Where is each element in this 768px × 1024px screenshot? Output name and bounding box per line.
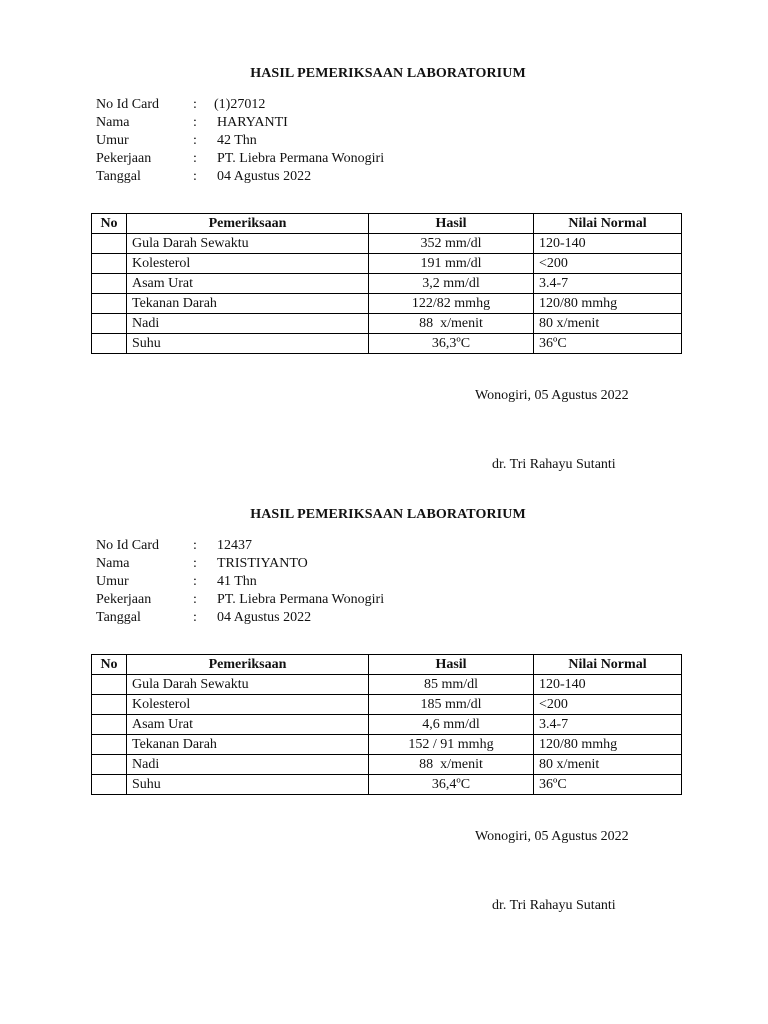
colon: : [193,97,197,112]
cell-hasil: 152 / 91 mmhg [369,735,534,755]
id-card-value: 12437 [217,538,252,553]
cell-pemeriksaan: Nadi [127,755,369,775]
col-header-nilai-normal: Nilai Normal [534,214,682,234]
cell-pemeriksaan: Kolesterol [127,254,369,274]
tanggal-label: Tanggal [96,169,141,184]
nama-label: Nama [96,115,130,130]
cell-pemeriksaan: Kolesterol [127,695,369,715]
cell-no [92,715,127,735]
id-card-label: No Id Card [96,538,159,553]
colon: : [193,151,197,166]
cell-pemeriksaan: Gula Darah Sewaktu [127,234,369,254]
nama-value: TRISTIYANTO [217,556,308,571]
table-row [92,755,682,775]
pekerjaan-label: Pekerjaan [96,151,152,166]
table-row [92,254,682,274]
col-header-hasil: Hasil [369,655,534,675]
umur-value: 41 Thn [217,574,257,589]
colon: : [193,610,197,625]
nama-label: Nama [96,556,130,571]
cell-pemeriksaan: Suhu [127,334,369,354]
cell-nilai-normal: 120/80 mmhg [534,735,682,755]
cell-nilai-normal: 3.4-7 [534,274,682,294]
pekerjaan-value: PT. Liebra Permana Wonogiri [217,592,385,607]
table-row [92,314,682,334]
cell-nilai-normal: 120/80 mmhg [534,294,682,314]
nama-value: HARYANTI [217,115,288,130]
lab-results-table [91,654,682,795]
cell-nilai-normal: 80 x/menit [534,314,682,334]
id-card-label: No Id Card [96,97,159,112]
col-header-no: No [92,214,127,234]
cell-no [92,294,127,314]
cell-hasil: 352 mm/dl [369,234,534,254]
col-header-pemeriksaan: Pemeriksaan [127,655,369,675]
cell-nilai-normal: 120-140 [534,234,682,254]
cell-nilai-normal: <200 [534,254,682,274]
cell-nilai-normal: 3.4-7 [534,715,682,735]
cell-no [92,755,127,775]
colon: : [193,556,197,571]
tanggal-value: 04 Agustus 2022 [217,169,312,184]
colon: : [193,592,197,607]
cell-hasil: 36,3ºC [369,334,534,354]
table-row [92,735,682,755]
place-date: Wonogiri, 05 Agustus 2022 [475,388,629,403]
lab-results-table [91,213,682,354]
table-row [92,274,682,294]
doctor-name: dr. Tri Rahayu Sutanti [492,898,616,913]
cell-nilai-normal: 80 x/menit [534,755,682,775]
place-date: Wonogiri, 05 Agustus 2022 [475,829,629,844]
col-header-pemeriksaan: Pemeriksaan [127,214,369,234]
cell-hasil: 122/82 mmhg [369,294,534,314]
cell-hasil: 191 mm/dl [369,254,534,274]
cell-pemeriksaan: Asam Urat [127,274,369,294]
table-header-row [92,655,682,675]
cell-pemeriksaan: Nadi [127,314,369,334]
tanggal-label: Tanggal [96,610,141,625]
cell-pemeriksaan: Suhu [127,775,369,795]
cell-hasil: 3,2 mm/dl [369,274,534,294]
table-row [92,775,682,795]
pekerjaan-value: PT. Liebra Permana Wonogiri [217,151,385,166]
table-row [92,675,682,695]
table-header-row [92,214,682,234]
table-row [92,695,682,715]
cell-no [92,775,127,795]
cell-nilai-normal: 36ºC [534,775,682,795]
cell-hasil: 4,6 mm/dl [369,715,534,735]
cell-hasil: 85 mm/dl [369,675,534,695]
cell-no [92,675,127,695]
cell-hasil: 36,4ºC [369,775,534,795]
cell-nilai-normal: <200 [534,695,682,715]
umur-label: Umur [96,133,129,148]
cell-pemeriksaan: Tekanan Darah [127,735,369,755]
col-header-nilai-normal: Nilai Normal [534,655,682,675]
cell-no [92,234,127,254]
report-title: HASIL PEMERIKSAAN LABORATORIUM [250,507,526,522]
colon: : [193,538,197,553]
table-row [92,234,682,254]
cell-nilai-normal: 36ºC [534,334,682,354]
report-title: HASIL PEMERIKSAAN LABORATORIUM [250,66,526,81]
cell-no [92,695,127,715]
cell-no [92,735,127,755]
doctor-name: dr. Tri Rahayu Sutanti [492,457,616,472]
colon: : [193,115,197,130]
cell-pemeriksaan: Tekanan Darah [127,294,369,314]
table-row [92,294,682,314]
tanggal-value: 04 Agustus 2022 [217,610,312,625]
colon: : [193,574,197,589]
cell-no [92,274,127,294]
cell-no [92,334,127,354]
cell-hasil: 88 x/menit [369,755,534,775]
colon: : [193,133,197,148]
cell-pemeriksaan: Gula Darah Sewaktu [127,675,369,695]
cell-hasil: 88 x/menit [369,314,534,334]
cell-no [92,254,127,274]
cell-pemeriksaan: Asam Urat [127,715,369,735]
umur-label: Umur [96,574,129,589]
cell-no [92,314,127,334]
table-row [92,715,682,735]
umur-value: 42 Thn [217,133,257,148]
pekerjaan-label: Pekerjaan [96,592,152,607]
id-card-value: (1)27012 [214,97,266,112]
colon: : [193,169,197,184]
col-header-hasil: Hasil [369,214,534,234]
cell-nilai-normal: 120-140 [534,675,682,695]
col-header-no: No [92,655,127,675]
cell-hasil: 185 mm/dl [369,695,534,715]
table-row [92,334,682,354]
